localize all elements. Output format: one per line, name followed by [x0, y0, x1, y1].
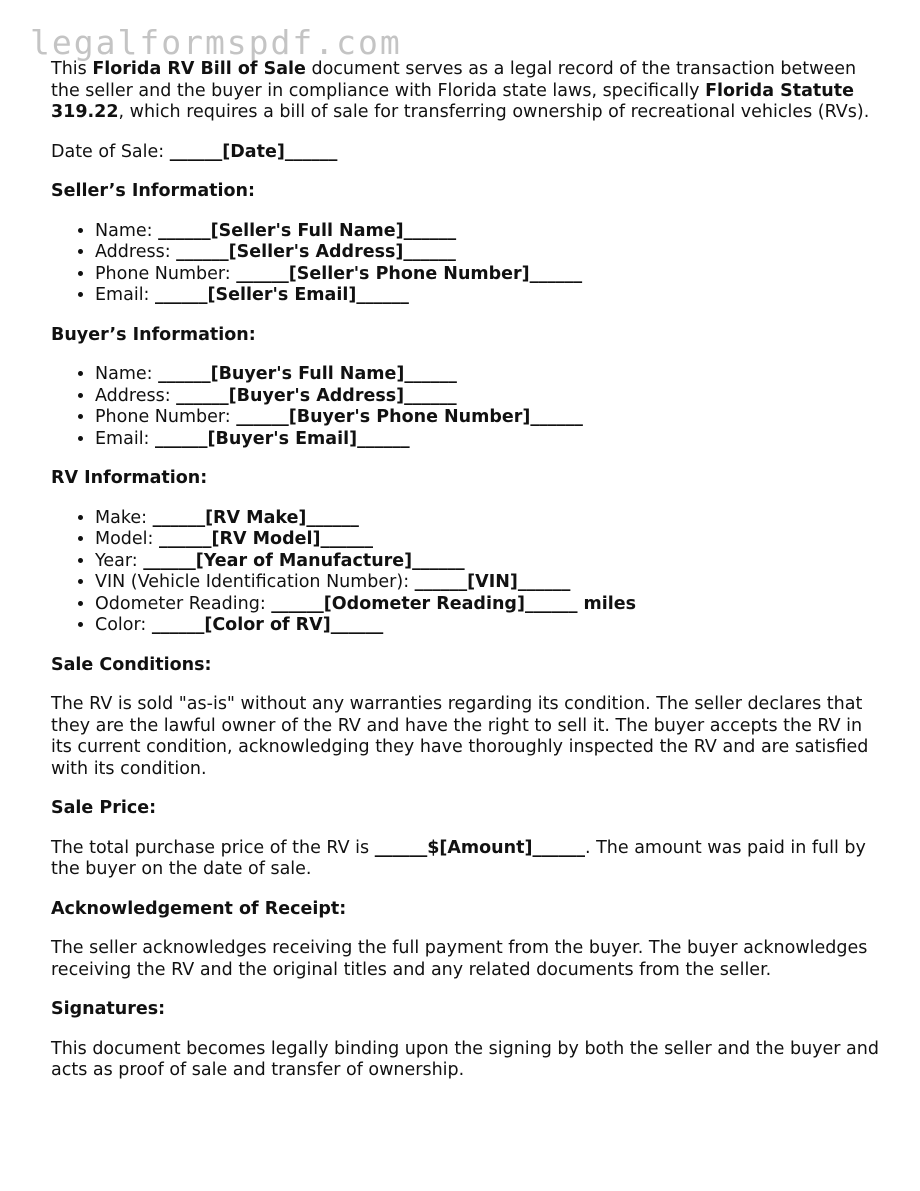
list-item: [95, 508, 881, 530]
list-item: [95, 615, 881, 637]
date-value: ______[Date]______: [169, 141, 338, 162]
field-value: ______[Seller's Email]______: [155, 285, 409, 305]
intro-text-3: , which requires a bill of sale for transferring ownership of recreational vehicles (RVs).: [118, 102, 870, 122]
field-value: ______[Odometer Reading]______ miles: [271, 593, 637, 614]
list-item: [95, 386, 881, 408]
field-label: Make:: [95, 507, 153, 528]
conditions-text: The RV is sold "as-is" without any warranties regarding its condition. The seller declares that they are the lawful owner of the RV and have the right to sell it. The buyer accepts the RV in its current condition, acknowledging they have thoroughly inspected the RV and are satisfied with its condition.: [51, 694, 869, 779]
seller-list: [51, 221, 881, 307]
field-value: ______[RV Make]______: [152, 507, 359, 528]
price-text-1: The total purchase price of the RV is: [51, 837, 375, 858]
field-value: ______[Year of Manufacture]______: [143, 550, 465, 571]
intro-text-2: document serves as a legal record of the transaction between the seller and the buyer in compliance with Florida state laws, specifically: [51, 59, 857, 101]
list-item: [95, 429, 881, 451]
field-value: ______[Color of RV]______: [151, 615, 384, 635]
price-paragraph: [51, 838, 881, 881]
field-label: VIN (Vehicle Identification Number):: [95, 572, 415, 592]
field-label: Model:: [95, 529, 160, 549]
field-label: Address:: [95, 242, 177, 262]
field-label: Email:: [95, 285, 156, 305]
document-body: [51, 59, 881, 1100]
intro-paragraph: [51, 59, 881, 124]
field-value: ______[RV Model]______: [159, 529, 373, 549]
list-item: [95, 364, 881, 386]
list-item: [95, 264, 881, 286]
field-value: ______[Seller's Full Name]______: [158, 220, 457, 241]
field-label: Phone Number:: [95, 407, 237, 427]
receipt-heading: Acknowledgement of Receipt:: [51, 898, 347, 919]
field-label: Year:: [95, 550, 144, 571]
field-value: ______[Seller's Phone Number]______: [236, 263, 583, 284]
intro-text-1: This: [51, 59, 93, 79]
field-label: Address:: [95, 385, 177, 406]
field-value: ______[Buyer's Email]______: [155, 428, 410, 449]
intro-statute: Florida Statute 319.22: [51, 80, 854, 122]
rv-list: [51, 508, 881, 637]
conditions-heading: Sale Conditions:: [51, 654, 212, 675]
field-label: Color:: [95, 615, 152, 635]
field-value: ______[Buyer's Address]______: [176, 385, 457, 406]
field-label: Name:: [95, 364, 159, 384]
field-label: Email:: [95, 428, 156, 449]
signatures-heading: Signatures:: [51, 999, 166, 1019]
list-item: [95, 594, 881, 616]
field-value: ______[Seller's Address]______: [176, 242, 456, 262]
field-value: ______[Buyer's Full Name]______: [158, 364, 457, 384]
list-item: [95, 572, 881, 594]
field-label: Odometer Reading:: [95, 593, 272, 614]
date-label: Date of Sale:: [51, 141, 170, 162]
price-text-2: . The amount was paid in full by the buyer on the date of sale.: [51, 837, 866, 879]
field-value: ______[Buyer's Phone Number]______: [236, 407, 583, 427]
list-item: [95, 407, 881, 429]
intro-doc-title: Florida RV Bill of Sale: [92, 59, 306, 79]
signatures-text: This document becomes legally binding upon the signing by both the seller and the buyer and acts as proof of sale and transfer of ownership.: [51, 1038, 879, 1080]
list-item: [95, 221, 881, 243]
watermark: legalformspdf.com: [30, 23, 402, 62]
field-label: Phone Number:: [95, 263, 237, 284]
price-heading: Sale Price:: [51, 798, 157, 818]
seller-heading: Seller’s Information:: [51, 181, 255, 201]
receipt-text: The seller acknowledges receiving the full payment from the buyer. The buyer acknowledges receiving the RV and the original titles and any related documents from the seller.: [51, 938, 868, 980]
price-amount: ______$[Amount]______: [374, 837, 585, 858]
list-item: [95, 285, 881, 307]
buyer-heading: Buyer’s Information:: [51, 324, 256, 345]
field-value: ______[VIN]______: [414, 572, 571, 592]
list-item: [95, 551, 881, 573]
list-item: [95, 242, 881, 264]
rv-heading: RV Information:: [51, 468, 208, 488]
field-label: Name:: [95, 220, 159, 241]
list-item: [95, 529, 881, 551]
date-of-sale: [51, 142, 881, 164]
buyer-list: [51, 364, 881, 450]
